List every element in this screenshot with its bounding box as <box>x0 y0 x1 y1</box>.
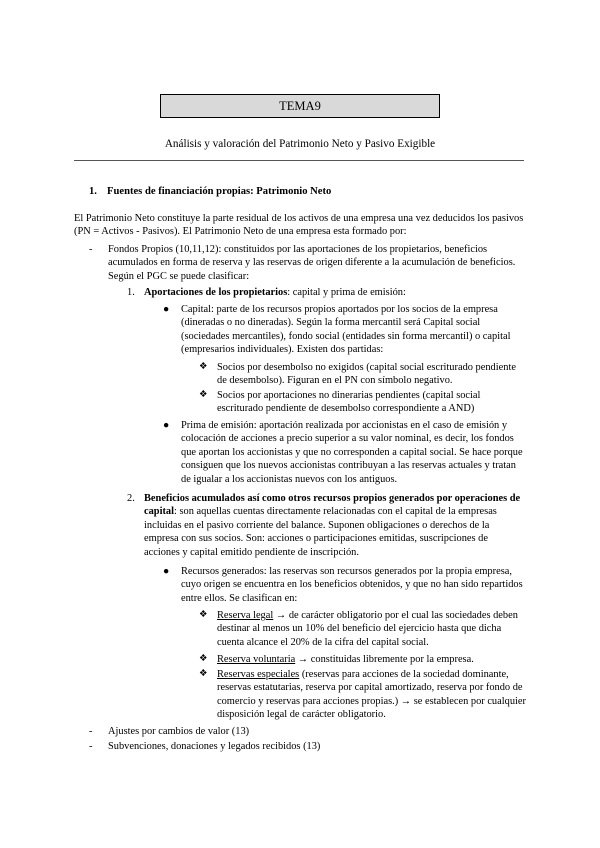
diamond-bullet-icon: ❖ <box>199 390 208 400</box>
beneficios-title: Beneficios acumulados así como otros recursos propios generados por operaciones de capital <box>144 493 521 518</box>
reservas-especiales-text: (reservas para acciones de la sociedad dominante, reservas estatutarias, reserva por capital amortizado, reserva por fondo de comercio y reservas para acciones propias.) → se establecen por cualquier disposición legal de carácter obligatorio. <box>217 669 526 721</box>
beneficios-text: : son aquellas cuentas directamente relacionadas con el capital de la empresas incluidas en el pasivo corriente del balance. Suponen obligaciones o derechos de la empresa con sus socios. Son: acciones o participaciones emitidas, suscripciones de acciones y capital emitido pendiente de inscripción. <box>144 506 497 558</box>
diamond-bullet-icon: ❖ <box>199 362 208 372</box>
capital-item: Capital: parte de los recursos propios aportados por los socios de la empresa (dineradas o no dineradas). Según la forma mercantil será Capital social (sociedades mercantiles), fondo social (entidades sin forma mercantil) o capital (empresarios individuales). Existen dos partidas: <box>181 304 511 356</box>
aportaciones-text: : capital y prima de emisión: <box>287 287 406 298</box>
bullet-icon: ● <box>163 566 170 577</box>
reserva-voluntaria-item <box>217 653 526 666</box>
diamond-bullet-icon: ❖ <box>199 669 208 679</box>
topic-title-box <box>160 94 440 118</box>
diamond-bullet-icon: ❖ <box>199 610 208 620</box>
recursos-generados-item: Recursos generados: las reservas son recursos generados por la propia empresa, cuyo origen se encuentra en los beneficios obtenidos, y que no han sido repartidos entre ellos. Se clasifican en: <box>181 566 523 604</box>
prima-emision-item: Prima de emisión: aportación realizada por accionistas en el caso de emisión y colocación de acciones a precio superior a su valor nominal, es decir, los fondos que aportan los accionistas y que no corresponden a capital social. Se hace porque consiguen que los nuevos accionistas contribuyan a las reservas actuales y tratan de igualar a los accionistas nuevos con los antiguos. <box>181 420 523 485</box>
bullet-icon: ● <box>163 420 170 431</box>
diamond-bullet-icon: ❖ <box>199 654 208 664</box>
fondos-propios-item: Fondos Propios (10,11,12): constituidos por las aportaciones de los propietarios, beneficios acumulados en forma de reserva y las reservas de origen diferente a la acumulación de beneficios. Según el PGC se puede clasificar: <box>108 244 516 282</box>
reservas-especiales-label: Reservas especiales <box>217 669 300 680</box>
aportaciones-item <box>144 286 526 299</box>
socios-aportaciones-item: Socios por aportaciones no dinerarias pendientes (capital social escriturado pendiente de desembolso correspondiente a AND) <box>217 390 481 415</box>
topic-subtitle: Análisis y valoración del Patrimonio Neto y Pasivo Exigible <box>164 138 436 150</box>
list-number: 2. <box>127 493 135 504</box>
section-number: 1. <box>89 186 97 197</box>
beneficios-item <box>144 492 526 559</box>
list-number: 1. <box>127 287 135 298</box>
dash-marker: - <box>89 244 93 255</box>
reservas-especiales-item <box>217 668 526 722</box>
reserva-legal-label: Reserva legal <box>217 610 274 621</box>
section-title: Fuentes de financiación propias: Patrimonio Neto <box>107 186 332 197</box>
reserva-voluntaria-text: → constituidas libremente por la empresa. <box>295 654 474 665</box>
dash-marker: - <box>89 741 93 752</box>
bullet-icon: ● <box>163 304 170 315</box>
ajustes-item: Ajustes por cambios de valor (13) <box>108 726 250 737</box>
divider <box>74 160 524 161</box>
topic-title: TEMA9 <box>279 99 321 113</box>
section-heading <box>89 185 331 198</box>
socios-desembolso-item: Socios por desembolso no exigidos (capital social escriturado pendiente de desembolso). Figuran en el PN con símbolo negativo. <box>217 362 516 387</box>
reserva-legal-text: → de carácter obligatorio por el cual las sociedades deben destinar al menos un 10% del beneficio del ejercicio hasta que dicha cuenta alcance el 20% de la cifra del capital social. <box>217 610 518 648</box>
intro-paragraph: El Patrimonio Neto constituye la parte residual de los activos de una empresa una vez deducidos los pasivos (PN = Activos - Pasivos). El Patrimonio Neto de una empresa esta formado por: <box>74 213 524 238</box>
reserva-voluntaria-label: Reserva voluntaria <box>217 654 296 665</box>
subvenciones-item: Subvenciones, donaciones y legados recibidos (13) <box>108 741 321 752</box>
reserva-legal-item <box>217 609 526 649</box>
dash-marker: - <box>89 726 93 737</box>
aportaciones-title: Aportaciones de los propietarios <box>144 287 288 298</box>
